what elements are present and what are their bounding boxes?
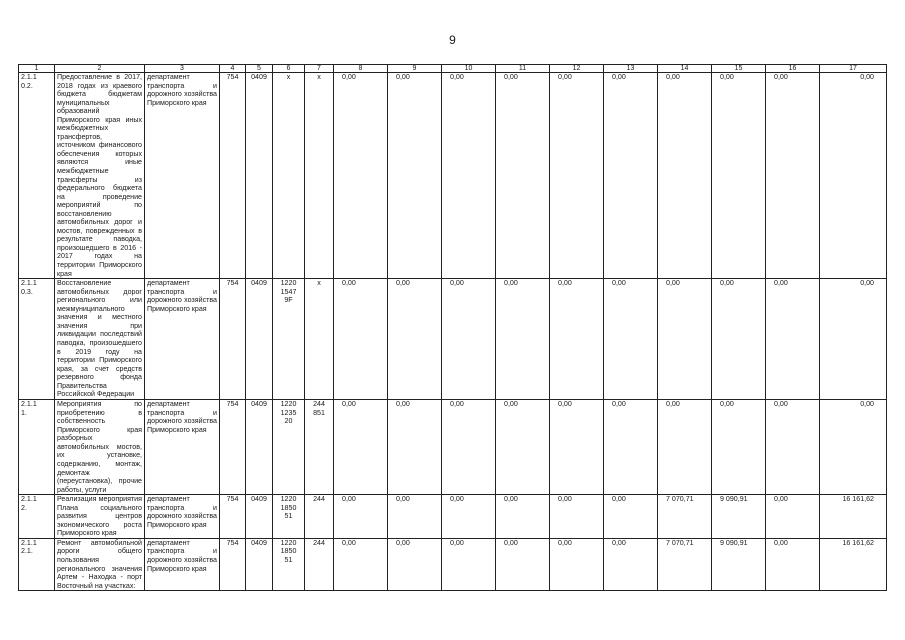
row-value-cell: 0,00 <box>658 73 712 279</box>
row-value-cell: 0,00 <box>442 279 496 400</box>
col-header: 7 <box>305 65 334 73</box>
row-value-cell: 0,00 <box>604 279 658 400</box>
row-value-cell: 0,00 <box>712 73 766 279</box>
row-value-cell: 0,00 <box>766 495 820 539</box>
row-value-cell: 0,00 <box>604 538 658 590</box>
row-org-cell: департамент транспорта и дорожного хозяйства Приморского края <box>145 538 220 590</box>
row-gr-cell: 754 <box>220 495 246 539</box>
row-value-cell: 0,00 <box>334 279 388 400</box>
row-code-cell: 2.1.1 1. <box>19 400 55 495</box>
row-target-cell: x <box>273 73 305 279</box>
row-value-cell: 0,00 <box>496 400 550 495</box>
row-value-cell: 0,00 <box>820 73 887 279</box>
row-value-cell: 0,00 <box>334 73 388 279</box>
col-header: 3 <box>145 65 220 73</box>
row-value-cell: 0,00 <box>550 279 604 400</box>
col-header: 12 <box>550 65 604 73</box>
row-value-cell: 0,00 <box>334 400 388 495</box>
row-section-cell: 0409 <box>246 495 273 539</box>
col-header: 15 <box>712 65 766 73</box>
row-type-cell: x <box>305 73 334 279</box>
table-row <box>19 400 887 495</box>
row-section-cell: 0409 <box>246 400 273 495</box>
row-value-cell: 0,00 <box>442 538 496 590</box>
row-value-cell: 0,00 <box>388 538 442 590</box>
row-code-cell: 2.1.1 2. <box>19 495 55 539</box>
row-org-cell: департамент транспорта и дорожного хозяйства Приморского края <box>145 279 220 400</box>
row-value-cell: 7 070,71 <box>658 538 712 590</box>
row-value-cell: 0,00 <box>496 538 550 590</box>
col-header: 1 <box>19 65 55 73</box>
col-header: 6 <box>273 65 305 73</box>
row-target-cell: 1220 1235 20 <box>273 400 305 495</box>
row-value-cell: 0,00 <box>820 400 887 495</box>
row-type-cell: x <box>305 279 334 400</box>
row-value-cell: 0,00 <box>766 279 820 400</box>
row-value-cell: 0,00 <box>604 400 658 495</box>
row-value-cell: 0,00 <box>712 279 766 400</box>
row-target-cell: 1220 1850 51 <box>273 538 305 590</box>
col-header: 14 <box>658 65 712 73</box>
row-name-cell: Реализация мероприятия Плана социального развития центров экономического роста Приморского края <box>55 495 145 539</box>
col-header: 16 <box>766 65 820 73</box>
row-name-cell: Мероприятия по приобретению в собственность Приморского края разборных автомобильных мостов, их установке, содержанию, монтаж, демонтаж (переустановка), прочие работы, услуги <box>55 400 145 495</box>
table-row <box>19 279 887 400</box>
row-gr-cell: 754 <box>220 538 246 590</box>
col-header: 4 <box>220 65 246 73</box>
row-section-cell: 0409 <box>246 538 273 590</box>
row-code-cell: 2.1.1 2.1. <box>19 538 55 590</box>
row-value-cell: 0,00 <box>442 400 496 495</box>
row-type-cell: 244 <box>305 495 334 539</box>
row-gr-cell: 754 <box>220 73 246 279</box>
row-gr-cell: 754 <box>220 279 246 400</box>
col-header: 10 <box>442 65 496 73</box>
row-value-cell: 16 161,62 <box>820 495 887 539</box>
row-value-cell: 0,00 <box>658 279 712 400</box>
col-header: 13 <box>604 65 658 73</box>
row-value-cell: 0,00 <box>496 73 550 279</box>
col-header: 8 <box>334 65 388 73</box>
table-row <box>19 538 887 590</box>
row-value-cell: 7 070,71 <box>658 495 712 539</box>
row-value-cell: 0,00 <box>442 495 496 539</box>
row-code-cell: 2.1.1 0.3. <box>19 279 55 400</box>
row-target-cell: 1220 1850 51 <box>273 495 305 539</box>
row-type-cell: 244 851 <box>305 400 334 495</box>
col-header: 11 <box>496 65 550 73</box>
row-value-cell: 0,00 <box>550 538 604 590</box>
row-name-cell: Предоставление в 2017, 2018 годах из краевого бюджета бюджетам муниципальных образований Приморского края иных межбюджетных трансфертов, источником финансового обеспечения которых являются иные межбюджетные трансферты из федерального бюджета на проведение мероприятий по восстановлению автомобильных дорог и мостов, поврежденных в результате паводка, произошедшего в 2016 - 2017 годах на территории Приморского края <box>55 73 145 279</box>
table-row <box>19 73 887 279</box>
row-org-cell: департамент транспорта и дорожного хозяйства Приморского края <box>145 495 220 539</box>
col-header: 5 <box>246 65 273 73</box>
row-value-cell: 0,00 <box>496 279 550 400</box>
row-section-cell: 0409 <box>246 279 273 400</box>
row-section-cell: 0409 <box>246 73 273 279</box>
row-gr-cell: 754 <box>220 400 246 495</box>
row-value-cell: 0,00 <box>334 538 388 590</box>
row-value-cell: 0,00 <box>658 400 712 495</box>
row-value-cell: 0,00 <box>388 73 442 279</box>
budget-table <box>18 64 887 591</box>
row-value-cell: 0,00 <box>604 73 658 279</box>
row-value-cell: 0,00 <box>334 495 388 539</box>
row-value-cell: 0,00 <box>820 279 887 400</box>
row-value-cell: 0,00 <box>550 73 604 279</box>
row-value-cell: 0,00 <box>442 73 496 279</box>
row-value-cell: 0,00 <box>712 400 766 495</box>
row-value-cell: 16 161,62 <box>820 538 887 590</box>
row-value-cell: 0,00 <box>766 73 820 279</box>
row-org-cell: департамент транспорта и дорожного хозяйства Приморского края <box>145 400 220 495</box>
row-value-cell: 9 090,91 <box>712 538 766 590</box>
col-header: 2 <box>55 65 145 73</box>
row-value-cell: 0,00 <box>766 400 820 495</box>
row-value-cell: 0,00 <box>496 495 550 539</box>
row-value-cell: 0,00 <box>766 538 820 590</box>
row-org-cell: департамент транспорта и дорожного хозяйства Приморского края <box>145 73 220 279</box>
row-value-cell: 9 090,91 <box>712 495 766 539</box>
row-value-cell: 0,00 <box>550 400 604 495</box>
row-value-cell: 0,00 <box>388 279 442 400</box>
row-type-cell: 244 <box>305 538 334 590</box>
row-target-cell: 1220 1547 9F <box>273 279 305 400</box>
table-row <box>19 495 887 539</box>
col-header: 9 <box>388 65 442 73</box>
row-name-cell: Восстановление автомобильных дорог регионального или межмуниципального значения и местного значения при ликвидации последствий паводка, произошедшего в 2019 году на территории Приморского края, за счет средств резервного фонда Правительства Российской Федерации <box>55 279 145 400</box>
row-code-cell: 2.1.1 0.2. <box>19 73 55 279</box>
row-value-cell: 0,00 <box>388 400 442 495</box>
row-value-cell: 0,00 <box>388 495 442 539</box>
row-value-cell: 0,00 <box>550 495 604 539</box>
row-name-cell: Ремонт автомобильной дороги общего пользования регионального значения Артем - Находка - порт Восточный на участках: <box>55 538 145 590</box>
column-number-row <box>19 65 887 73</box>
col-header: 17 <box>820 65 887 73</box>
page-number: 9 <box>449 33 456 47</box>
row-value-cell: 0,00 <box>604 495 658 539</box>
